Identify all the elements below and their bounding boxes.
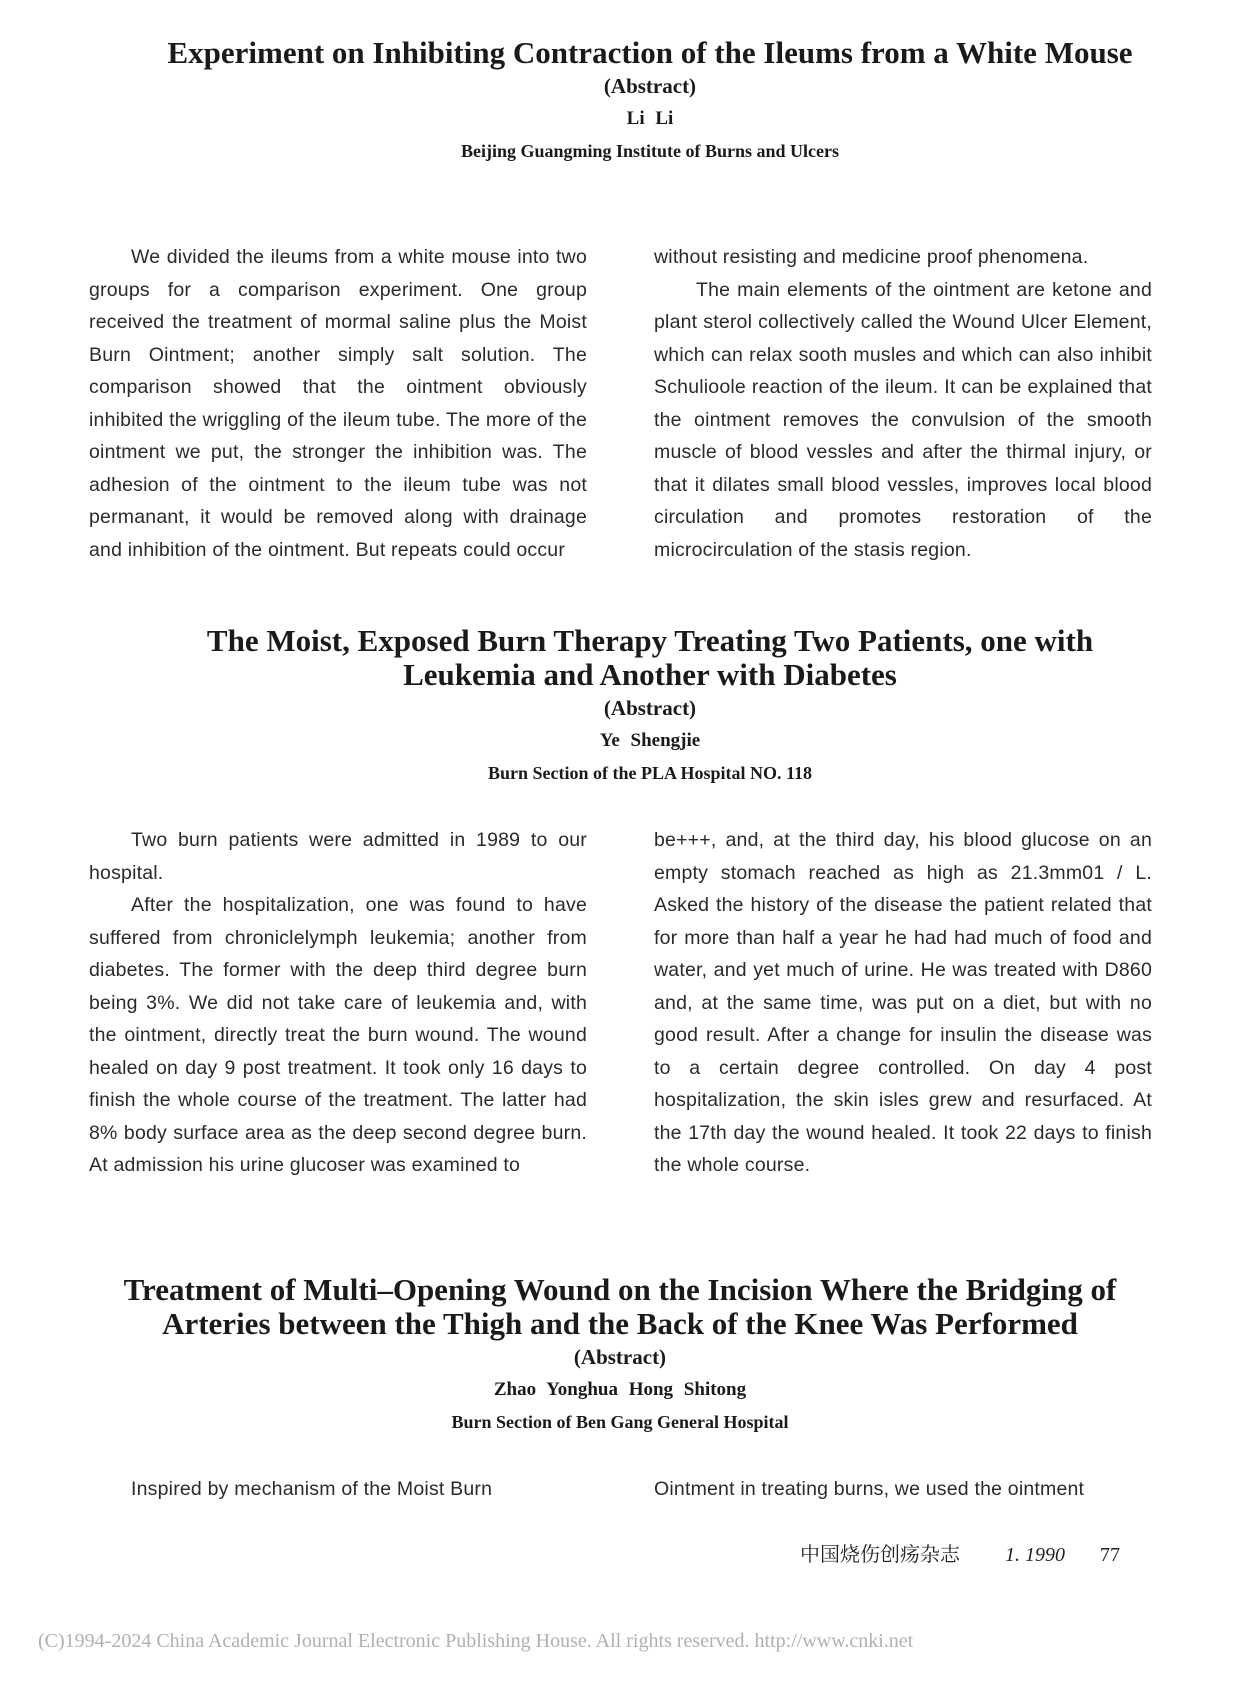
paragraph: Inspired by mechanism of the Moist Burn — [131, 1478, 493, 1500]
article-2-header — [150, 624, 1150, 784]
page-footer — [800, 1538, 1160, 1567]
abstract-label: (Abstract) — [603, 696, 697, 720]
paragraph: Two burn patients were admitted in 1989 to our hospital. — [89, 829, 587, 884]
article-title: The Moist, Exposed Burn Therapy Treating Two Patients, one with Leukemia and Another with Diabetes — [206, 623, 1094, 692]
abstract-label: (Abstract) — [573, 1345, 667, 1369]
paragraph: Ointment in treating burns, we used the ointment — [654, 1478, 1085, 1500]
copyright-notice: (C)1994-2024 China Academic Journal Electronic Publishing House. All rights reserved. http://www.cnki.net — [38, 1630, 914, 1652]
article-1-header — [150, 36, 1150, 162]
affiliation: Burn Section of Ben Gang General Hospital — [451, 1412, 789, 1432]
affiliation: Beijing Guangming Institute of Burns and Ulcers — [460, 141, 840, 161]
article-1-left-column — [89, 241, 587, 566]
article-2-left-column — [89, 824, 587, 1182]
authors: Ye Shengjie — [599, 730, 701, 751]
article-3-header — [90, 1273, 1150, 1433]
authors: Zhao Yonghua Hong Shitong — [493, 1379, 747, 1400]
paragraph: The main elements of the ointment are ketone and plant sterol collectively called the Wound Ulcer Element, which can relax sooth musles and which can also inhibit Schulioole reaction of the ileum. It can be explained that the ointment removes the convulsion of the smooth muscle of blood vessles and after the thirmal injury, or that it dilates small blood vessles, improves local blood circulation and promotes restoration of the microcirculation of the stasis region. — [654, 278, 1152, 561]
page-number: 77 — [1100, 1544, 1120, 1566]
article-2-right-column — [654, 824, 1152, 1182]
affiliation: Burn Section of the PLA Hospital NO. 118 — [487, 763, 813, 783]
authors: Li Li — [626, 108, 674, 129]
article-title: Treatment of Multi–Opening Wound on the Incision Where the Bridging of Arteries between the Thigh and the Back of the Knee Was Performed — [123, 1272, 1117, 1341]
abstract-label: (Abstract) — [603, 74, 697, 98]
article-3-left-column — [89, 1473, 587, 1506]
paragraph: We divided the ileums from a white mouse into two groups for a comparison experiment. One group received the treatment of mormal saline plus the Moist Burn Ointment; another simply salt solution. The comparison showed that the ointment obviously inhibited the wriggling of the ileum tube. The more of the ointment we put, the stronger the inhibition was. The adhesion of the ointment to the ileum tube was not permanant, it would be removed along with drainage and inhibition of the ointment. But repeats could occur — [89, 246, 587, 561]
journal-name: 中国烧伤创疡杂志 — [800, 1544, 960, 1566]
article-1-right-column — [654, 241, 1152, 566]
issue-number: 1. 1990 — [1005, 1544, 1065, 1566]
paragraph: After the hospitalization, one was found to have suffered from chroniclelymph leukemia; another from diabetes. The former with the deep third degree burn being 3%. We did not take care of leukemia and, with the ointment, directly treat the burn wound. The wound healed on day 9 post treatment. It took only 16 days to finish the whole course of the treatment. The latter had 8% body surface area as the deep second degree burn. At admission his urine glucoser was examined to — [89, 894, 587, 1176]
article-3-right-column — [654, 1473, 1152, 1506]
article-title: Experiment on Inhibiting Contraction of the Ileums from a White Mouse — [167, 35, 1133, 70]
paragraph: without resisting and medicine proof phenomena. — [654, 246, 1089, 268]
paragraph: be+++, and, at the third day, his blood glucose on an empty stomach reached as high as 21.3mm01 / L. Asked the history of the disease the patient related that for more than half a year he had had much of food and water, and yet much of urine. He was treated with D860 and, at the same time, was put on a diet, but with no good result. After a change for insulin the disease was to a certain degree controlled. On day 4 post hospitalization, the skin isles grew and resurfaced. At the 17th day the wound healed. It took 22 days to finish the whole course. — [654, 829, 1152, 1176]
